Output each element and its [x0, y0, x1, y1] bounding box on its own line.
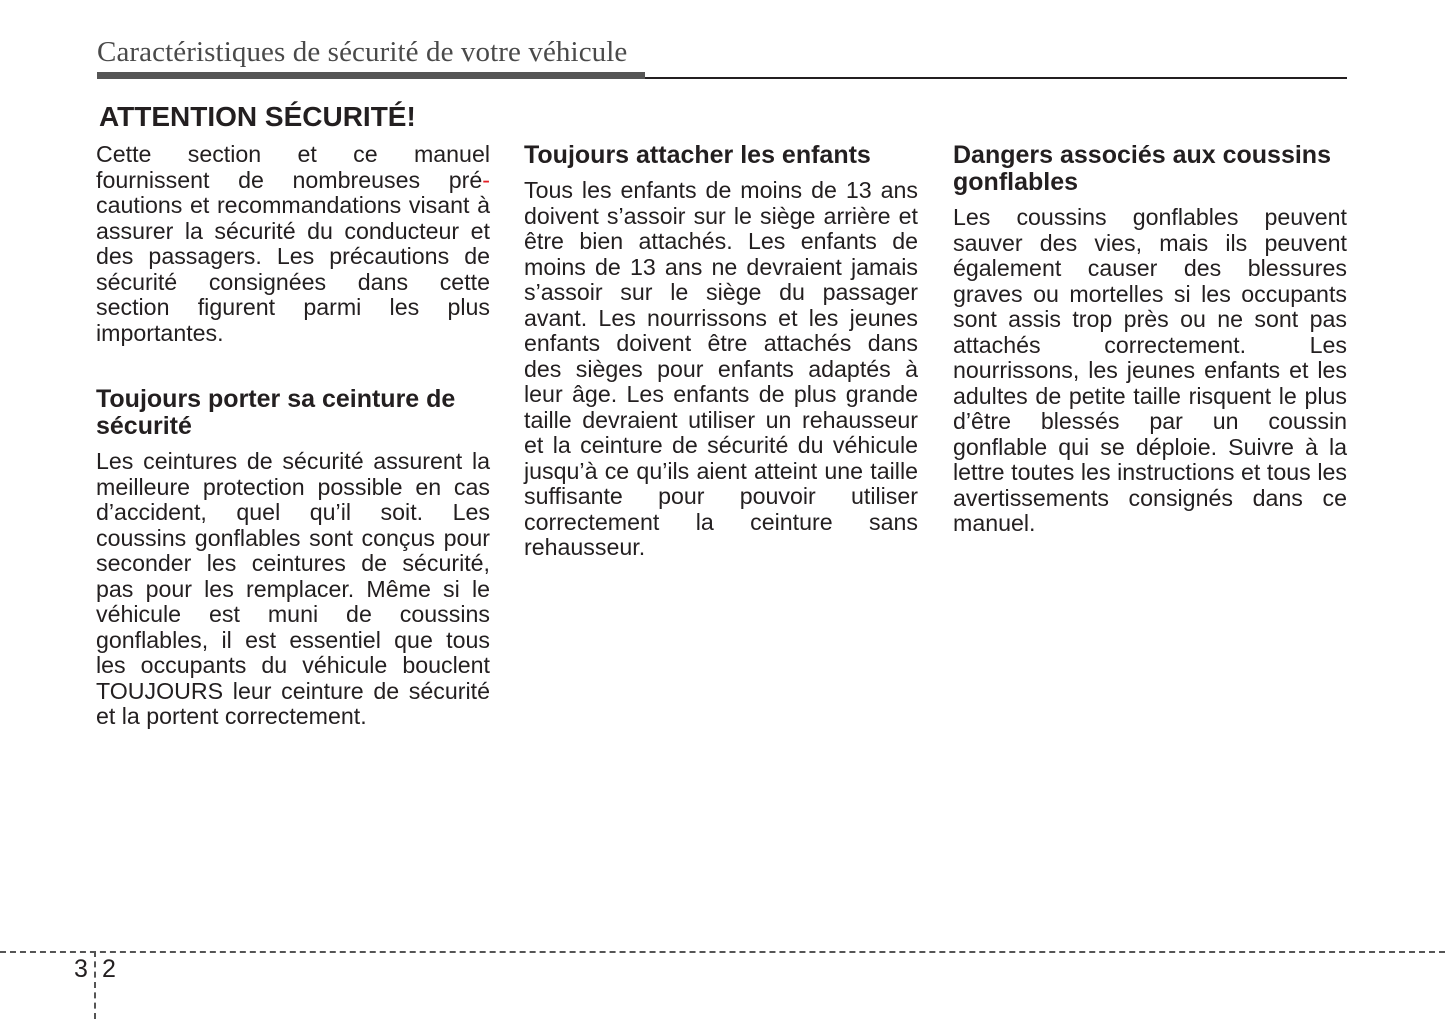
column-1 — [96, 142, 490, 730]
intro-text-end: cautions et recommandations visant à assurer la sécurité du conducteur et des passagers. Les précautions de sécurité consignées dans cette section figurent parmi les plus importantes. — [96, 192, 490, 346]
children-paragraph: Tous les enfants de moins de 13 ans doivent s’assoir sur le siège arrière et être bien attachés. Les enfants de moins de 13 ans ne devraient jamais s’assoir sur le siège du passager avant. Les nourrissons et les jeunes enfants doivent être attachés dans des sièges pour enfants adaptés à leur âge. Les enfants de plus grande taille devraient utiliser un rehausseur et la ceinture de sécurité du véhicule jusqu’à ce qu’ils aient atteint une taille suffisante pour pouvoir utiliser correctement la ceinture sans rehausseur. — [524, 177, 918, 560]
children-heading: Toujours attacher les enfants — [524, 141, 871, 169]
footer-divider — [94, 951, 96, 1019]
running-header-title: Caractéristiques de sécurité de votre véhicule — [97, 36, 628, 68]
chapter-number: 3 — [74, 955, 88, 983]
footer-rule — [0, 951, 1445, 953]
airbag-heading: Dangers associés aux coussins gonflables — [953, 141, 1331, 196]
header-rule-accent — [97, 72, 645, 79]
airbag-paragraph: Les coussins gonflables peuvent sauver des vies, mais ils peuvent également causer des blessures graves ou mortelles si les occupants sont assis trop près ou ne sont pas attachés correctement. Les nourrissons, les jeunes enfants et les adultes de petite taille risquent le plus d’être blessés par un coussin gonflable qui se déploie. Suivre à la lettre toutes les instructions et tous les avertissements consignés dans ce manuel. — [953, 204, 1347, 536]
column-2 — [524, 142, 918, 561]
page-number: 2 — [102, 955, 116, 983]
intro-text-start: Cette section et ce manuel fournissent de nombreuses pré — [96, 141, 490, 193]
hyphen-mark: - — [482, 166, 490, 193]
intro-paragraph — [96, 142, 490, 346]
section-title: ATTENTION SÉCURITÉ! — [99, 101, 416, 132]
seatbelt-heading: Toujours porter sa ceinture de sécurité — [96, 385, 456, 440]
column-3 — [953, 142, 1347, 537]
seatbelt-paragraph: Les ceintures de sécurité assurent la meilleure protection possible en cas d’accident, quel qu’il soit. Les coussins gonflables sont conçus pour seconder les ceintures de sécurité, pas pour les remplacer. Même si le véhicule est muni de coussins gonflables, il est essentiel que tous les occupants du véhicule bouclent TOUJOURS leur ceinture de sécurité et la portent correctement. — [96, 448, 490, 729]
